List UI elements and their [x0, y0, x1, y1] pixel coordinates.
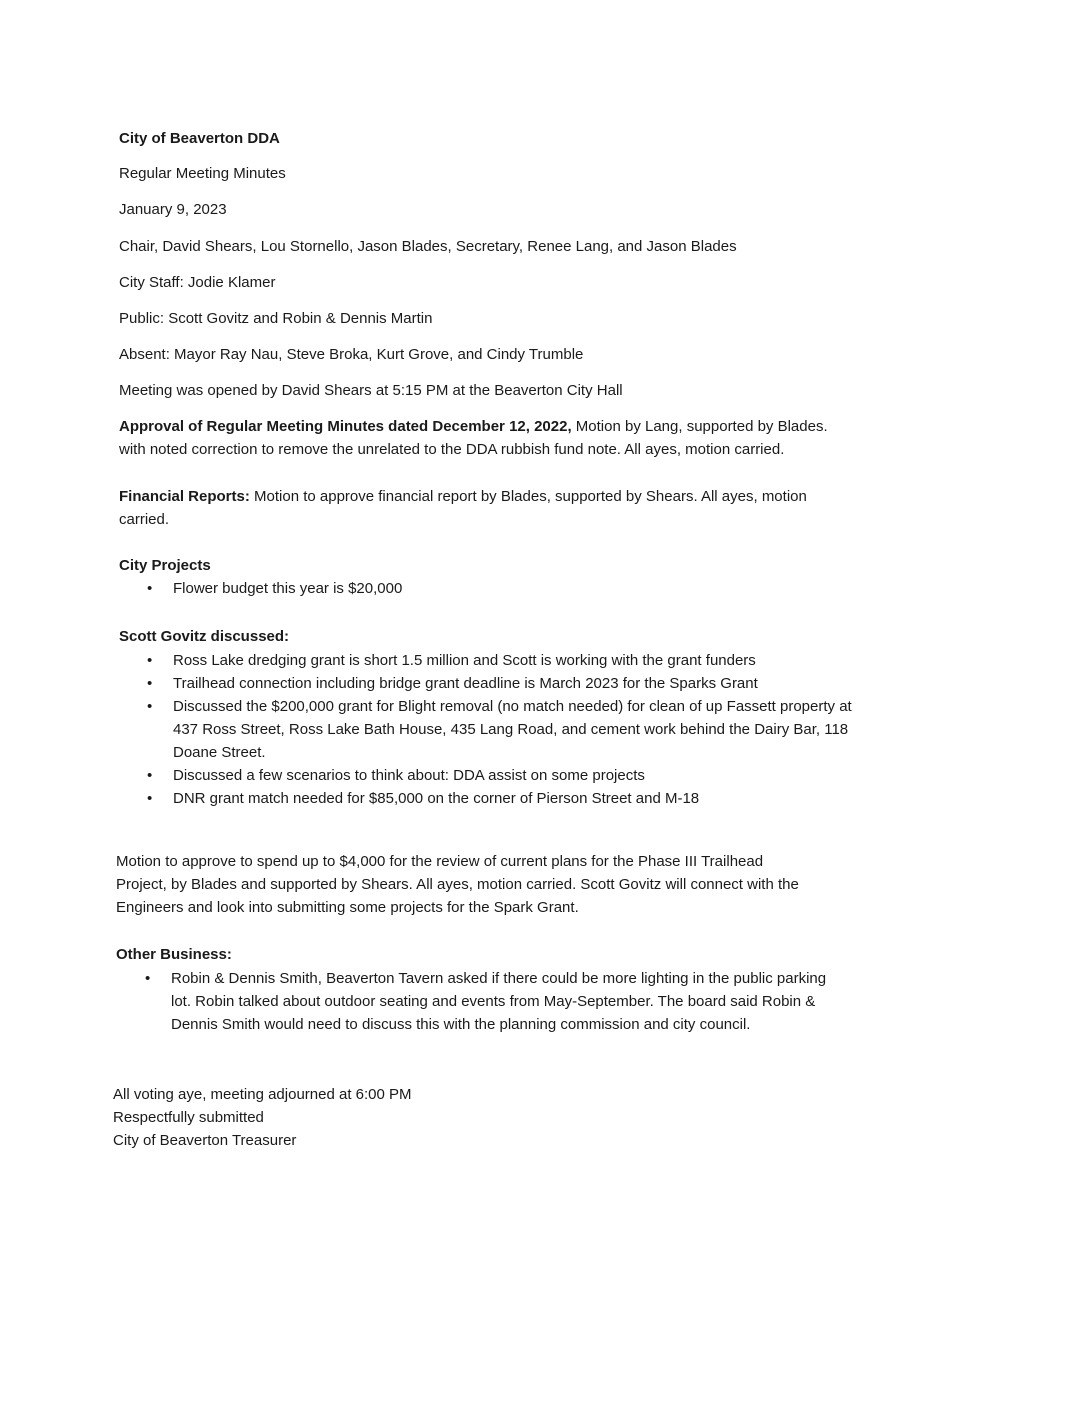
submitted-line: Respectfully submitted — [113, 1109, 264, 1126]
scott-govitz-list — [147, 649, 867, 810]
adjourned-line: All voting aye, meeting adjourned at 6:00 PM — [113, 1086, 412, 1103]
list-item: • Robin & Dennis Smith, Beaverton Tavern asked if there could be more lighting in the public parking lot. Robin talked about outdoor seating and events from May-September. The board said Robin & Dennis Smith would need to discuss this with the planning commission and city council. — [145, 967, 835, 1036]
absent-members: Absent: Mayor Ray Nau, Steve Broka, Kurt Grove, and Cindy Trumble — [119, 346, 584, 363]
motion-line-2: Project, by Blades and supported by Shears. All ayes, motion carried. Scott Govitz will connect with the — [116, 876, 799, 893]
list-item: • Flower budget this year is $20,000 — [147, 577, 867, 600]
approval-text-2: with noted correction to remove the unrelated to the DDA rubbish fund note. All ayes, motion carried. — [119, 441, 785, 458]
approval-text-1: Motion by Lang, supported by Blades. — [571, 418, 828, 435]
other-business-heading: Other Business: — [116, 946, 232, 963]
doc-type: Regular Meeting Minutes — [119, 165, 286, 182]
financial-text-1: Motion to approve financial report by Blades, supported by Shears. All ayes, motion — [249, 488, 807, 505]
motion-line-1: Motion to approve to spend up to $4,000 for the review of current plans for the Phase III Trailhead — [116, 853, 764, 870]
public-attendees: Public: Scott Govitz and Robin & Dennis Martin — [119, 310, 433, 327]
org-title: City of Beaverton DDA — [119, 130, 280, 147]
city-projects-heading: City Projects — [119, 557, 211, 574]
list-item: • Discussed a few scenarios to think about: DDA assist on some projects — [147, 764, 867, 787]
motion-line-3: Engineers and look into submitting some projects for the Spark Grant. — [116, 899, 579, 916]
list-item: • Ross Lake dredging grant is short 1.5 million and Scott is working with the grant funders — [147, 649, 867, 672]
approval-heading: Approval of Regular Meeting Minutes dated December 12, 2022, — [119, 418, 572, 435]
city-staff: City Staff: Jodie Klamer — [119, 274, 276, 291]
signer-line: City of Beaverton Treasurer — [113, 1132, 297, 1149]
attendees-present: Chair, David Shears, Lou Stornello, Jason Blades, Secretary, Renee Lang, and Jason Blades — [119, 238, 737, 255]
meeting-opening: Meeting was opened by David Shears at 5:15 PM at the Beaverton City Hall — [119, 382, 623, 399]
financial-text-2: carried. — [119, 511, 170, 528]
list-item: • Discussed the $200,000 grant for Blight removal (no match needed) for clean of up Fassett property at 437 Ross Street, Ross Lake Bath House, 435 Lang Road, and cement work behind the Dairy Bar, 118 Doane Street. — [147, 695, 867, 764]
financial-line-1 — [119, 485, 807, 508]
list-item: • DNR grant match needed for $85,000 on the corner of Pierson Street and M-18 — [147, 787, 867, 810]
meeting-date: January 9, 2023 — [119, 201, 227, 218]
city-projects-list — [147, 577, 867, 600]
scott-govitz-heading: Scott Govitz discussed: — [119, 628, 290, 645]
approval-line-1 — [119, 415, 828, 438]
other-business-list — [145, 967, 835, 1036]
list-item: • Trailhead connection including bridge grant deadline is March 2023 for the Sparks Grant — [147, 672, 867, 695]
financial-heading: Financial Reports: — [119, 488, 250, 505]
